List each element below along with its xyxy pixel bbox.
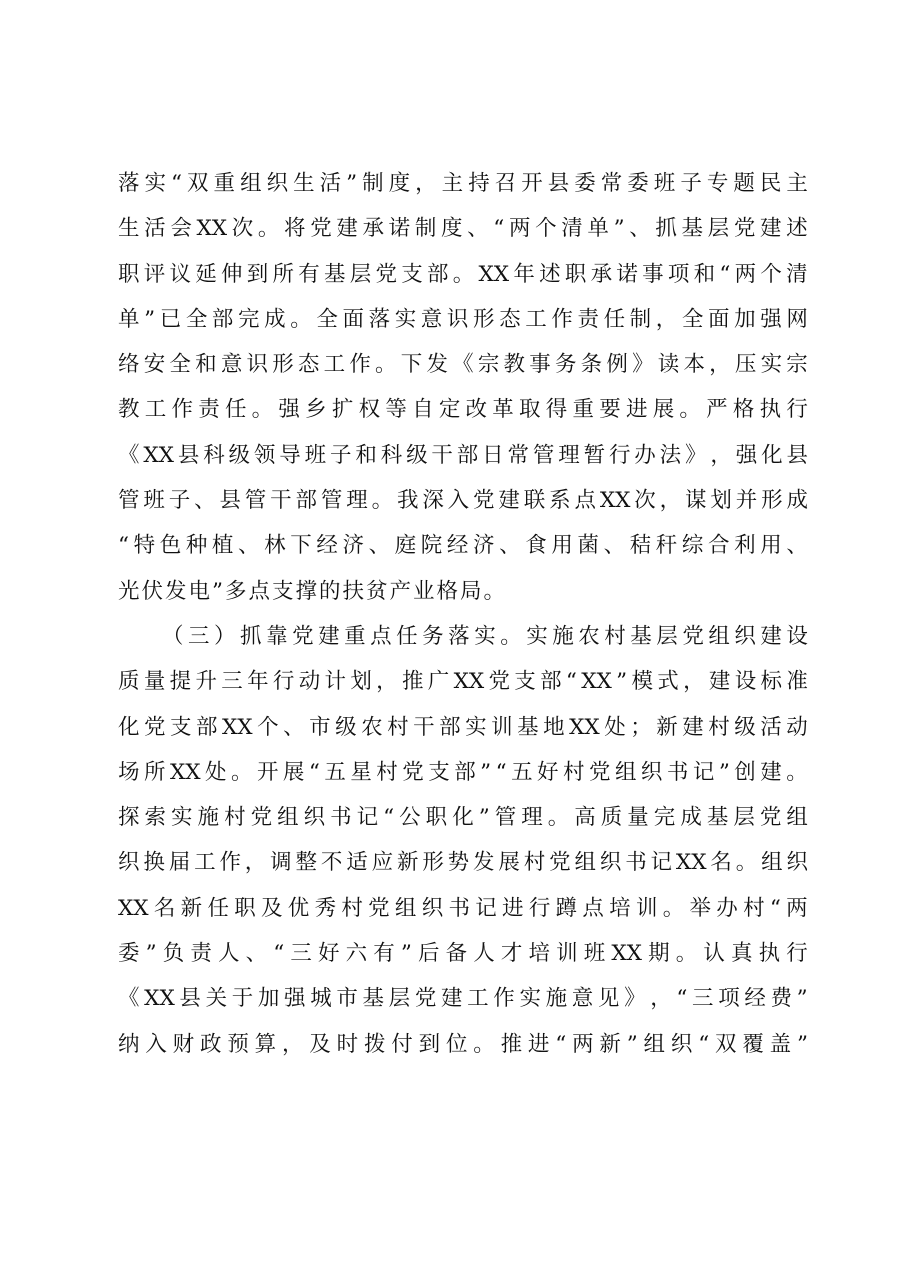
text-line: XX 名 新 任 职 及 优 秀 村 党 组 织 书 记 进 行 蹲 点 培 训 。 举 办 村 “ 两	[118, 895, 808, 921]
document-body	[118, 161, 808, 1067]
text-line: 织 换 届 工 作 ， 调 整 不 适 应 新 形 势 发 展 村 党 组 织 书 记 XX 名 。 组 织	[118, 850, 808, 876]
text-line: 落 实 “ 双 重 组 织 生 活 ” 制 度 ， 主 持 召 开 县 委 常 委 班 子 专 题 民 主	[118, 171, 808, 196]
text-line: “ 特 色 种 植 、 林 下 经 济 、 庭 院 经 济 、 食 用 菌 、 秸 秆 综 合 利 用 、	[118, 533, 808, 559]
text-line: 《 XX 县 科 级 领 导 班 子 和 科 级 干 部 日 常 管 理 暂 行 办 法 》 ， 强 化 县	[118, 442, 808, 468]
text-line: 管 班 子 、 县 管 干 部 管 理 。 我 深 入 党 建 联 系 点 XX 次 ， 谋 划 并 形 成	[118, 488, 808, 514]
section-heading-line: （ 三 ） 抓 靠 党 建 重 点 任 务 落 实 。 实 施 农 村 基 层 党 组 织 建 设	[162, 623, 808, 649]
text-line: 化 党 支 部 XX 个 、 市 级 农 村 干 部 实 训 基 地 XX 处 ； 新 建 村 级 活 动	[118, 714, 808, 740]
text-line: 单 ” 已 全 部 完 成 。 全 面 落 实 意 识 形 态 工 作 责 任 制 ， 全 面 加 强 网	[118, 306, 808, 332]
text-line: 《 XX 县 关 于 加 强 城 市 基 层 党 建 工 作 实 施 意 见 》 ， “ 三 项 经 费 ”	[118, 986, 808, 1012]
text-line: 教 工 作 责 任 。 强 乡 扩 权 等 自 定 改 革 取 得 重 要 进 展 。 严 格 执 行	[118, 397, 808, 423]
text-line: 探 索 实 施 村 党 组 织 书 记 “ 公 职 化 ” 管 理 。 高 质 量 完 成 基 层 党 组	[118, 805, 808, 831]
text-line: 职 评 议 延 伸 到 所 有 基 层 党 支 部 。 XX 年 述 职 承 诺 事 项 和 “ 两 个 清	[118, 261, 808, 287]
text-line: 质 量 提 升 三 年 行 动 计 划 ， 推 广 XX 党 支 部 “ XX ” 模 式 ， 建 设 标 准	[118, 669, 808, 695]
text-line: 生 活 会 XX 次 。 将 党 建 承 诺 制 度 、 “ 两 个 清 单 ” 、 抓 基 层 党 建 述	[118, 216, 808, 242]
text-line: 场 所 XX 处 。 开 展 “ 五 星 村 党 支 部 ” “ 五 好 村 党 组 织 书 记 ” 创 建 。	[118, 759, 808, 785]
text-line: 纳 入 财 政 预 算 ， 及 时 拨 付 到 位 。 推 进 “ 两 新 ” 组 织 “ 双 覆 盖 ”	[118, 1031, 808, 1057]
text-line: 光伏发电”多点支撑的扶贫产业格局。	[118, 578, 507, 604]
text-line: 络 安 全 和 意 识 形 态 工 作 。 下 发 《 宗 教 事 务 条 例 》 读 本 ， 压 实 宗	[118, 352, 808, 378]
text-line: 委 ” 负 责 人 、 “ 三 好 六 有 ” 后 备 人 才 培 训 班 XX 期 。 认 真 执 行	[118, 941, 808, 967]
